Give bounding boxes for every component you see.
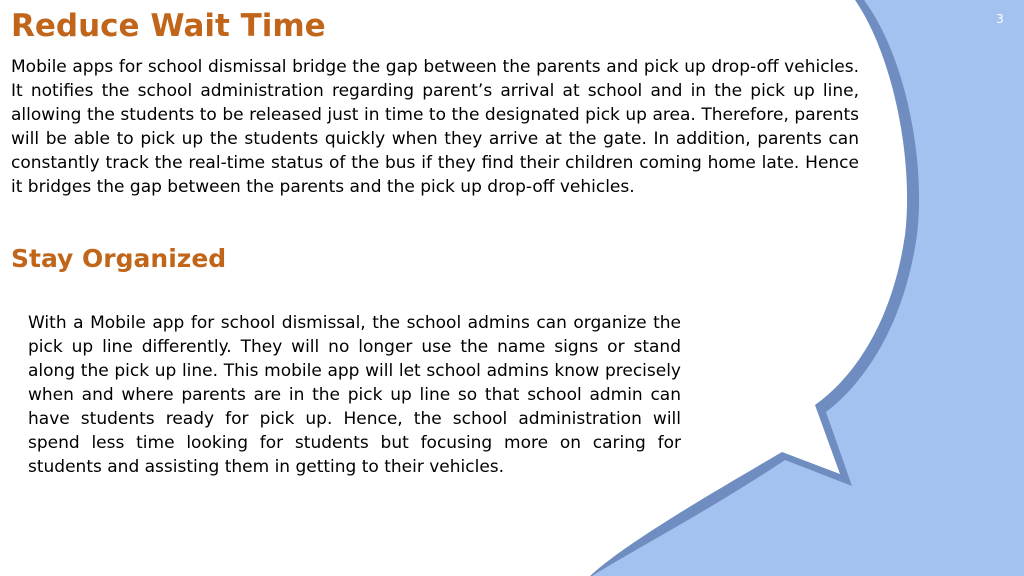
slide-number: 3 [996, 12, 1004, 26]
section-body-stay-organized: With a Mobile app for school dismissal, the school admins can organize the pick up line differently. They will no longer use the name signs or stand along the pick up line. This mobile app will let school admins know precisely when and where parents are in the pick up line so that school admin can have students ready for pick up. Hence, the school administration will spend less time looking for students but focusing more on caring for students and assisting them in getting to their vehicles. [28, 313, 681, 477]
section-heading-reduce-wait-time: Reduce Wait Time [11, 8, 326, 44]
section-body-reduce-wait-time: Mobile apps for school dismissal bridge the gap between the parents and pick up drop-off vehicles. It notifies the school administration regarding parent’s arrival at school and in the pick up line, allowing the students to be released just in time to the designated pick up area. Therefore, parents will be able to pick up the students quickly when they arrive at the gate. In addition, parents can constantly track the real-time status of the bus if they find their children coming home late. Hence it bridges the gap between the parents and the pick up drop-off vehicles. [11, 57, 859, 197]
section-heading-stay-organized: Stay Organized [11, 244, 227, 273]
